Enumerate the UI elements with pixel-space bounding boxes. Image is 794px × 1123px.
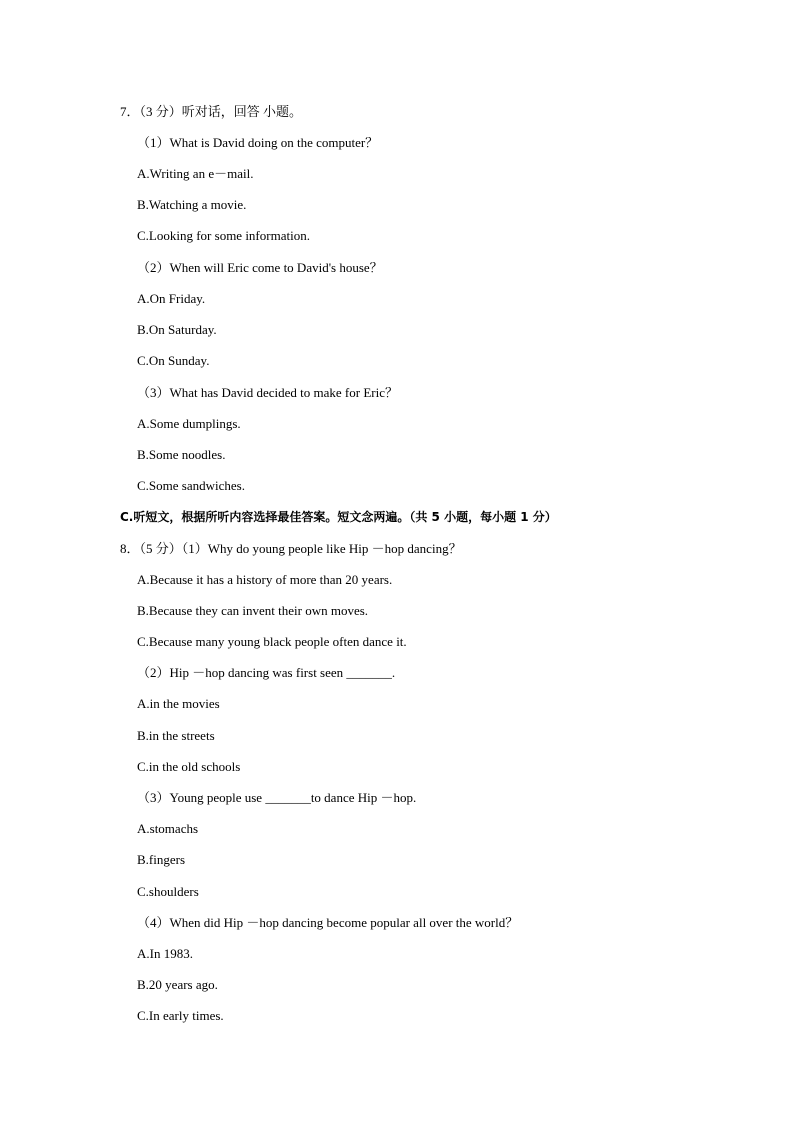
question-7-3-option-b: B.Some noodles. <box>137 447 226 462</box>
question-8-4-option-b: B.20 years ago. <box>137 977 218 992</box>
question-7-1-option-c: C.Looking for some information. <box>137 228 310 243</box>
question-7-1-text: （1）What is David doing on the computer？ <box>137 135 379 150</box>
section-c-title: C.听短文，根据所听内容选择最佳答案。短文念两遍。（共 5 小题，每小题 1 分） <box>120 510 557 524</box>
question-8-2-text: （2）Hip －hop dancing was first seen _______. <box>137 665 396 680</box>
question-8-2-option-b: B.in the streets <box>137 728 215 743</box>
question-7-2-text: （2）When will Eric come to David's house？ <box>137 260 383 275</box>
question-7-1-option-a: A.Writing an e－mail. <box>137 166 254 181</box>
question-8-3-option-c: C.shoulders <box>137 884 199 899</box>
question-7-2-option-c: C.On Sunday. <box>137 353 210 368</box>
question-7-3-option-c: C.Some sandwiches. <box>137 478 245 493</box>
question-8-3-option-b: B.fingers <box>137 852 186 867</box>
question-8-2-option-a: A.in the movies <box>137 696 220 711</box>
question-8-header: 8．（5 分）（1）Why do young people like Hip －hop dancing？ <box>120 541 462 556</box>
question-8-4-option-c: C.In early times. <box>137 1008 224 1023</box>
question-7-3-text: （3）What has David decided to make for Eric？ <box>137 385 398 400</box>
question-8-1-option-c: C.Because many young black people often dance it. <box>137 634 407 649</box>
question-7-2-option-b: B.On Saturday. <box>137 322 217 337</box>
question-8-1-option-b: B.Because they can invent their own moves. <box>137 603 369 618</box>
question-7-header: 7．（3 分）听对话，回答 小题。 <box>120 104 303 119</box>
question-7-2-option-a: A.On Friday. <box>137 291 206 306</box>
question-7-3-option-a: A.Some dumplings. <box>137 416 241 431</box>
question-8-2-option-c: C.in the old schools <box>137 759 241 774</box>
question-8-4-option-a: A.In 1983. <box>137 946 193 961</box>
question-8-3-option-a: A.stomachs <box>137 821 199 836</box>
question-8-3-text: （3）Young people use _______to dance Hip －hop. <box>137 790 417 805</box>
question-8-4-text: （4）When did Hip －hop dancing become popular all over the world？ <box>137 915 519 930</box>
question-7-1-option-b: B.Watching a movie. <box>137 197 247 212</box>
question-8-1-option-a: A.Because it has a history of more than 20 years. <box>137 572 393 587</box>
